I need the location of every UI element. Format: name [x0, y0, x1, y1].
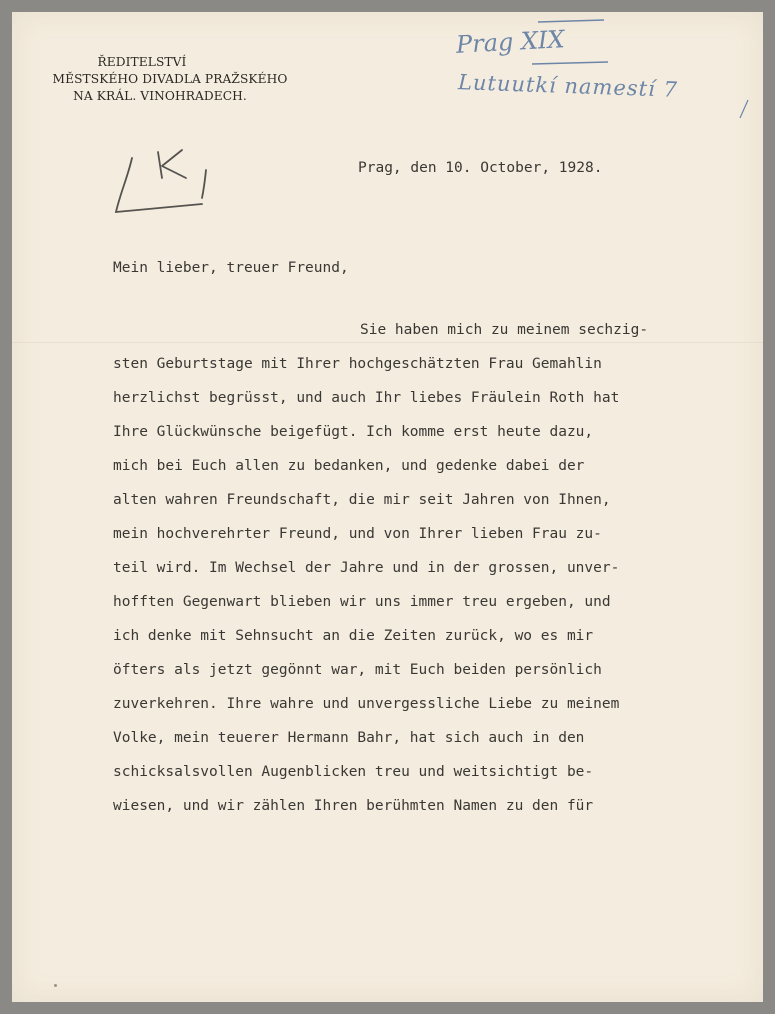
body-line: schicksalsvollen Augenblicken treu und weitsichtigt be-	[113, 764, 594, 780]
body-line: teil wird. Im Wechsel der Jahre und in der grossen, unver-	[113, 560, 620, 576]
letterhead-line-1: ŘEDITELSTVÍ	[97, 55, 187, 69]
body-line: wiesen, und wir zählen Ihren berühmten Namen zu den für	[113, 798, 594, 814]
handwritten-note-street: Lutuutkí namestí 7	[457, 70, 679, 102]
body-line: hofften Gegenwart blieben wir uns immer treu ergeben, und	[113, 594, 611, 610]
body-line: Ihre Glückwünsche beigefügt. Ich komme erst heute dazu,	[113, 424, 594, 440]
body-line: mich bei Euch allen zu bedanken, und gedenke dabei der	[113, 458, 585, 474]
handwritten-note-address: Prag XIX	[455, 25, 566, 59]
body-line: Volke, mein teuerer Hermann Bahr, hat sich auch in den	[113, 730, 585, 746]
body-line: öfters als jetzt gegönnt war, mit Euch beiden persönlich	[113, 662, 602, 678]
paper-speck	[54, 984, 57, 987]
letterhead-line-2: MĚSTSKÉHO DIVADLA PRAŽSKÉHO	[52, 72, 288, 86]
handwritten-underlines	[0, 0, 775, 140]
letter-greeting: Mein lieber, treuer Freund,	[113, 260, 349, 276]
body-line: Sie haben mich zu meinem sechzig-	[360, 322, 649, 338]
body-line: ich denke mit Sehnsucht an die Zeiten zurück, wo es mir	[113, 628, 594, 644]
handwritten-initials-mark	[110, 148, 220, 220]
body-line: zuverkehren. Ihre wahre und unvergessliche Liebe zu meinem	[113, 696, 620, 712]
body-line: sten Geburtstage mit Ihrer hochgeschätzten Frau Gemahlin	[113, 356, 602, 372]
letter-date: Prag, den 10. October, 1928.	[358, 160, 603, 176]
body-line: herzlichst begrüsst, und auch Ihr liebes Fräulein Roth hat	[113, 390, 620, 406]
body-line: alten wahren Freundschaft, die mir seit Jahren von Ihnen,	[113, 492, 611, 508]
paper-fold	[12, 342, 763, 344]
body-line: mein hochverehrter Freund, und von Ihrer lieben Frau zu-	[113, 526, 602, 542]
letterhead-line-3: NA KRÁL. VINOHRADECH.	[73, 89, 247, 103]
